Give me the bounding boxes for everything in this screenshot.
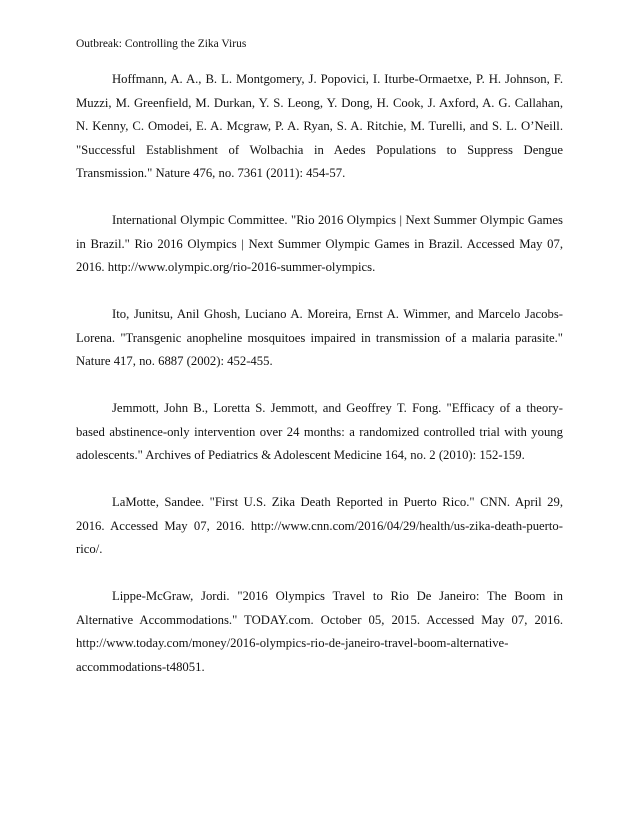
reference-entry-lamotte: LaMotte, Sandee. "First U.S. Zika Death Reported in Puerto Rico." CNN. April 29, 2016. Accessed May 07, 2016. http://www.cnn.com/2016/04/29/health/us-zika-death-puerto-rico/.	[76, 495, 563, 556]
reference-list	[76, 68, 563, 679]
reference-entry-ito: Ito, Junitsu, Anil Ghosh, Luciano A. Moreira, Ernst A. Wimmer, and Marcelo Jacobs-Lorena. "Transgenic anopheline mosquitoes impaired in transmission of a malaria parasite." Nature 417, no. 6887 (2002): 452-455.	[76, 307, 563, 368]
running-head: Outbreak: Controlling the Zika Virus	[76, 38, 247, 50]
reference-entry-jemmott: Jemmott, John B., Loretta S. Jemmott, and Geoffrey T. Fong. "Efficacy of a theory-based abstinence-only intervention over 24 months: a randomized controlled trial with young adolescents." Archives of Pediatrics & Adolescent Medicine 164, no. 2 (2010): 152-159.	[76, 401, 563, 462]
reference-entry-lippe-mcgraw: Lippe-McGraw, Jordi. "2016 Olympics Travel to Rio De Janeiro: The Boom in Alternative Accommodations." TODAY.com. October 05, 2015. Accessed May 07, 2016. http://www.today.com/money/2016-olympics-rio-de-janeiro-travel-boom-alternative-accommodations-t48051.	[76, 589, 563, 674]
reference-entry-ioc: International Olympic Committee. "Rio 2016 Olympics | Next Summer Olympic Games in Brazil." Rio 2016 Olympics | Next Summer Olympic Games in Brazil. Accessed May 07, 2016. http://www.olympic.org/rio-2016-summer-olympics.	[76, 213, 563, 274]
reference-entry-hoffmann: Hoffmann, A. A., B. L. Montgomery, J. Popovici, I. Iturbe-Ormaetxe, P. H. Johnson, F. Muzzi, M. Greenfield, M. Durkan, Y. S. Leong, Y. Dong, H. Cook, J. Axford, A. G. Callahan, N. Kenny, C. Omodei, E. A. Mcgraw, P. A. Ryan, S. A. Ritchie, M. Turelli, and S. L. O’Neill. "Successful Establishment of Wolbachia in Aedes Populations to Suppress Dengue Transmission." Nature 476, no. 7361 (2011): 454-57.	[76, 72, 563, 180]
